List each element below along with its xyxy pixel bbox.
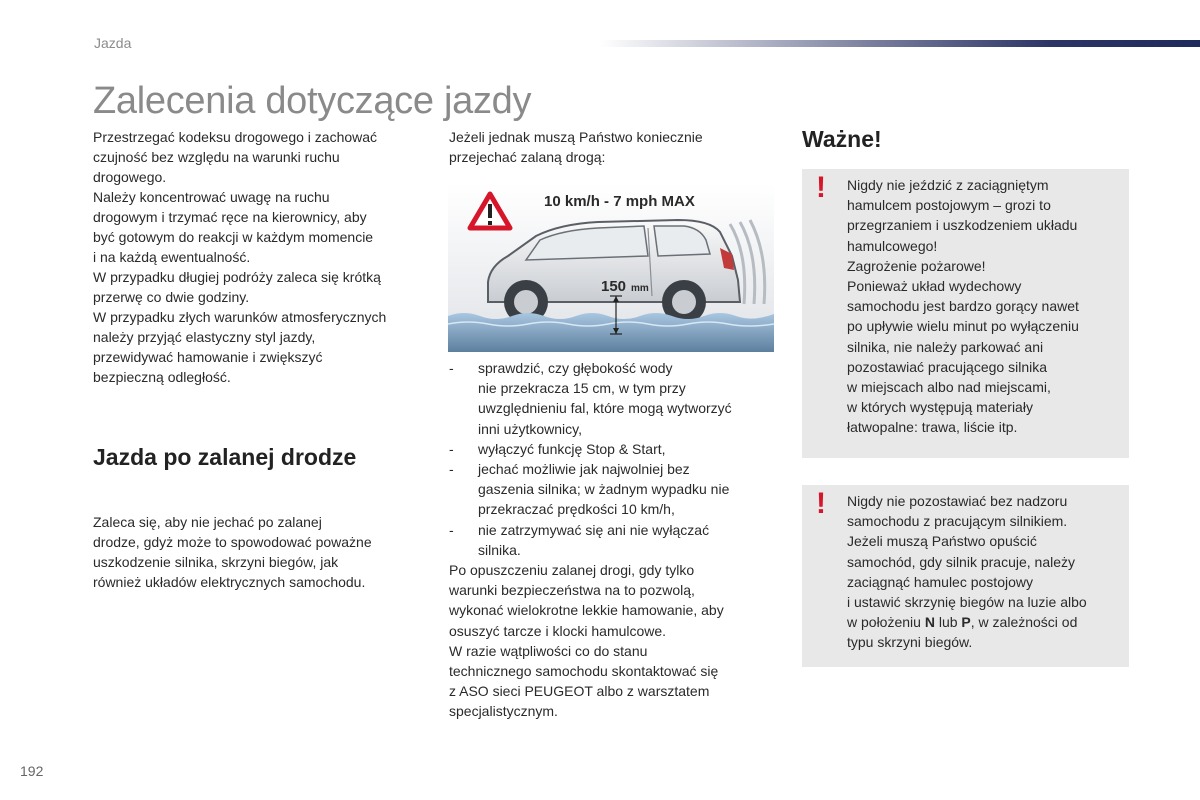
text-line: czujność bez względu na warunki ruchu: [93, 149, 340, 165]
depth-unit: mm: [631, 283, 649, 294]
text-line: Jeżeli jednak muszą Państwo koniecznie: [449, 129, 703, 145]
text-line: specjalistycznym.: [449, 703, 558, 720]
text-line: przewidywać hamowanie i zwiększyć: [93, 349, 323, 365]
text-line: przegrzaniem i uszkodzeniem układu: [847, 217, 1078, 234]
list-dash: -: [449, 521, 454, 538]
text-line: drogowego.: [93, 169, 167, 185]
header-gradient-bar: [600, 40, 1200, 47]
list-item-text: nie przekracza 15 cm, w tym przy: [478, 380, 686, 397]
warning-text: [847, 175, 1122, 438]
text-line: drogowym i trzymać ręce na kierownicy, aby: [93, 209, 367, 225]
text-segment: w położeniu: [847, 614, 925, 631]
text-line: samochodu z pracującym silnikiem.: [847, 513, 1068, 530]
text-line: W przypadku długiej podróży zaleca się krótką: [93, 269, 381, 285]
text-line: typu skrzyni biegów.: [847, 634, 973, 651]
text-line: drodze, gdyż może to spowodować poważne: [93, 534, 372, 550]
text-segment: , w zależności od: [970, 614, 1078, 631]
text-line: w miejscach albo nad miejscami,: [847, 379, 1051, 396]
list-item: [449, 459, 769, 520]
text-line: również układów elektrycznych samochodu.: [93, 574, 366, 590]
list-item-text: gaszenia silnika; w żadnym wypadku nie: [478, 481, 730, 498]
text-line: przejechać zalaną drogą:: [449, 149, 606, 165]
text-line: Przestrzegać kodeksu drogowego i zachować: [93, 129, 378, 145]
section-label: Jazda: [94, 35, 132, 51]
list-item-text: inni użytkownicy,: [478, 420, 583, 437]
flood-intro-paragraph: [449, 127, 769, 167]
warning-box-running-engine: [802, 485, 1129, 667]
text-line: wykonać wielokrotne lekkie hamowanie, aby: [449, 602, 724, 619]
text-line: [847, 612, 1122, 632]
gear-p-label: P: [961, 614, 971, 631]
page-number: 192: [20, 763, 44, 779]
text-line: w których występują materiały: [847, 399, 1033, 416]
text-line: Nigdy nie jeździć z zaciągniętym: [847, 177, 1049, 193]
text-line: i ustawić skrzynię biegów na luzie albo: [847, 594, 1087, 611]
text-line: silnika, nie należy parkować ani: [847, 338, 1044, 355]
text-line: W razie wątpliwości co do stanu: [449, 642, 648, 659]
text-segment: lub: [934, 614, 962, 631]
text-line: W przypadku złych warunków atmosferycznych: [93, 309, 387, 325]
text-line: Jeżeli muszą Państwo opuścić: [847, 533, 1037, 550]
warning-text: [847, 491, 1122, 653]
intro-paragraph: [93, 127, 423, 387]
list-item-text: silnika.: [478, 541, 521, 558]
text-line: zaciągnąć hamulec postojowy: [847, 573, 1033, 590]
after-flood-paragraph: [449, 560, 779, 722]
flood-instructions-list: [449, 358, 769, 560]
text-line: należy przyjąć elastyczny styl jazdy,: [93, 329, 316, 345]
list-item-text: sprawdzić, czy głębokość wody: [478, 360, 673, 376]
depth-value: 150: [601, 278, 627, 295]
list-item: [449, 358, 769, 439]
list-dash: -: [449, 461, 454, 478]
text-line: łatwopalne: trawa, liście itp.: [847, 419, 1018, 436]
speed-limit-label: 10 km/h - 7 mph MAX: [544, 193, 695, 210]
flood-illustration: [448, 184, 774, 352]
text-line: Nigdy nie pozostawiać bez nadzoru: [847, 493, 1068, 509]
exclamation-icon: !: [816, 171, 826, 204]
flooded-road-heading: Jazda po zalanej drodze: [93, 444, 357, 470]
text-line: i na każdą ewentualność.: [93, 249, 251, 265]
text-line: Ponieważ układ wydechowy: [847, 278, 1022, 295]
text-line: warunki bezpieczeństwa na to pozwolą,: [449, 582, 695, 599]
text-line: Po opuszczeniu zalanej drogi, gdy tylko: [449, 562, 695, 578]
text-line: uszkodzenie silnika, skrzyni biegów, jak: [93, 554, 339, 570]
list-item-text: wyłączyć funkcję Stop & Start,: [478, 440, 666, 457]
page-title: Zalecenia dotyczące jazdy: [93, 80, 532, 122]
list-item-text: jechać możliwie jak najwolniej bez: [478, 461, 690, 478]
flooded-road-paragraph: [93, 512, 423, 592]
text-line: pozostawiać pracującego silnika: [847, 358, 1047, 375]
text-line: hamulcowego!: [847, 237, 938, 254]
text-line: samochód, gdy silnik pracuje, należy: [847, 553, 1076, 570]
exclamation-icon: !: [816, 487, 826, 520]
list-item-text: przekraczać prędkości 10 km/h,: [478, 501, 675, 518]
car-in-water-figure: [448, 184, 774, 352]
list-dash: -: [449, 360, 454, 376]
text-line: technicznego samochodu skontaktować się: [449, 663, 719, 680]
list-item: [449, 439, 769, 459]
gear-n-label: N: [924, 614, 935, 631]
text-line: bezpieczną odległość.: [93, 369, 231, 385]
text-line: być gotowym do reakcji w każdym momencie: [93, 229, 374, 245]
list-dash: -: [449, 440, 454, 457]
list-item-text: nie zatrzymywać się ani nie wyłączać: [478, 521, 710, 538]
text-line: z ASO sieci PEUGEOT albo z warsztatem: [449, 683, 710, 700]
text-line: hamulcem postojowym – grozi to: [847, 197, 1051, 214]
important-heading: Ważne!: [802, 126, 882, 152]
text-line: osuszyć tarcze i klocki hamulcowe.: [449, 622, 667, 639]
text-line: Zaleca się, aby nie jechać po zalanej: [93, 514, 322, 530]
list-item: [449, 520, 769, 560]
text-line: samochodu jest bardzo gorący nawet: [847, 298, 1079, 315]
text-line: przerwę co dwie godziny.: [93, 289, 250, 305]
text-line: Należy koncentrować uwagę na ruchu: [93, 189, 330, 205]
list-item-text: uwzględnieniu fal, które mogą wytworzyć: [478, 400, 732, 417]
text-line: Zagrożenie pożarowe!: [847, 257, 986, 274]
warning-box-parking-brake: [802, 169, 1129, 458]
text-line: po upływie wielu minut po wyłączeniu: [847, 318, 1079, 335]
